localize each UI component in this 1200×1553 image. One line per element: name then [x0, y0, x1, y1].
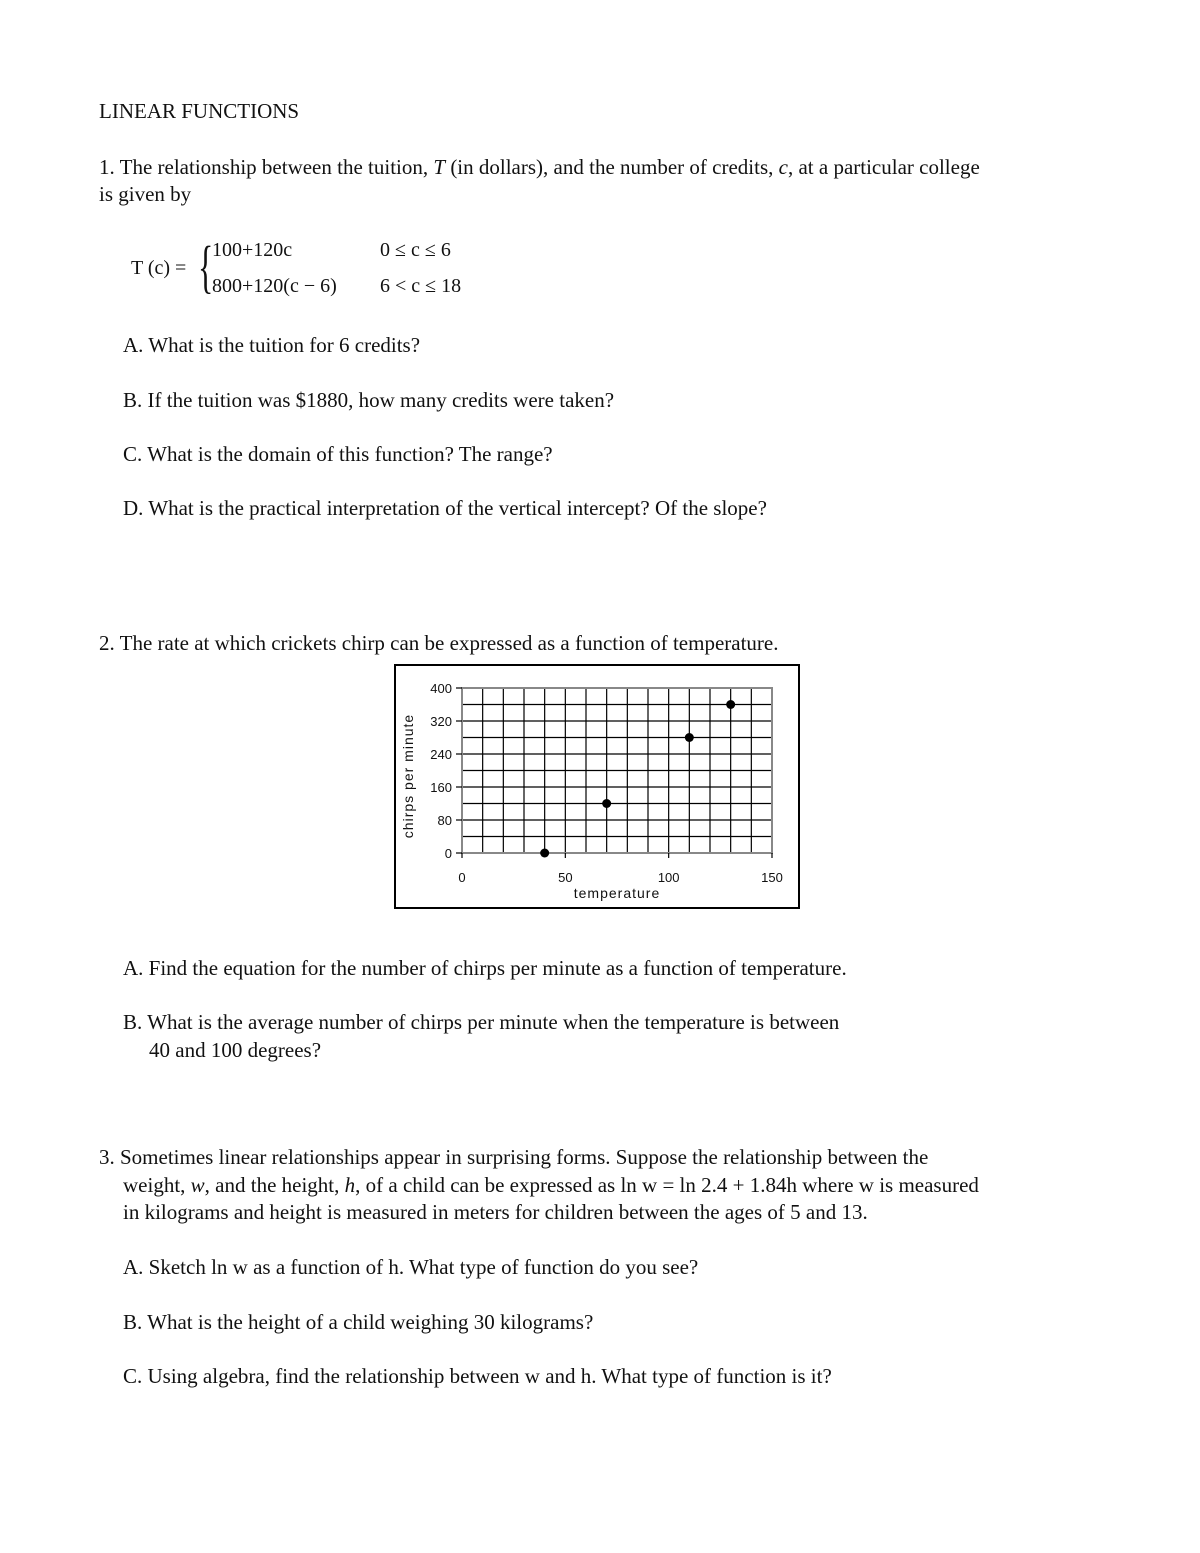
q2-intro: 2. The rate at which crickets chirp can be expressed as a function of temperature.: [99, 631, 779, 655]
var-T: T: [433, 155, 446, 179]
q2-part-a: A. Find the equation for the number of chirps per minute as a function of temperature.: [123, 956, 847, 980]
q1-line1-post: , at a particular college: [787, 155, 980, 179]
x-tick-label: 0: [458, 870, 466, 885]
q3-line2-pre: weight,: [123, 1173, 191, 1197]
chart-frame: [394, 664, 800, 909]
y-tick-label: 160: [430, 780, 452, 795]
page-title: LINEAR FUNCTIONS: [99, 99, 300, 123]
q3-line1: 3. Sometimes linear relationships appear in surprising forms. Suppose the relationship between the: [99, 1145, 929, 1169]
q1-part-c: C. What is the domain of this function? The range?: [123, 442, 553, 466]
y-tick-label: 240: [430, 747, 452, 762]
x-axis-label: temperature: [573, 885, 661, 901]
piecewise-case2-expr: 800+120(c − 6): [212, 275, 337, 297]
piecewise-brace: {: [198, 234, 214, 299]
q2-part-b-line1: B. What is the average number of chirps per minute when the temperature is between: [123, 1010, 840, 1034]
piecewise-lhs: T (c) =: [131, 257, 187, 279]
q3-line2: [123, 1172, 979, 1199]
q1-part-d: D. What is the practical interpretation of the vertical intercept? Of the slope?: [123, 496, 767, 520]
var-c: c: [778, 155, 788, 179]
q3-line2-mid1: , and the height,: [204, 1173, 345, 1197]
piecewise-case2-cond: 6 < c ≤ 18: [380, 275, 462, 297]
q3-line3: in kilograms and height is measured in meters for children between the ages of 5 and 13.: [123, 1200, 868, 1224]
x-tick-label: 50: [558, 870, 573, 885]
piecewise-case1-cond: 0 ≤ c ≤ 6: [380, 239, 451, 261]
q1-part-a: A. What is the tuition for 6 credits?: [123, 333, 421, 357]
y-tick-label: 320: [430, 714, 452, 729]
var-h: h: [344, 1173, 356, 1197]
q1-line1-pre: 1. The relationship between the tuition,: [99, 155, 434, 179]
x-tick-label: 150: [761, 870, 783, 885]
q1-intro-line2: is given by: [99, 182, 192, 206]
q2-part-b-line2: 40 and 100 degrees?: [149, 1038, 322, 1062]
q3-part-a: A. Sketch ln w as a function of h. What type of function do you see?: [123, 1255, 699, 1279]
x-tick-label: 100: [657, 870, 680, 885]
q1-intro-line1: [99, 154, 980, 181]
y-tick-label: 0: [444, 846, 452, 861]
q1-line1-mid: (in dollars), and the number of credits,: [445, 155, 779, 179]
q3-part-b: B. What is the height of a child weighing 30 kilograms?: [123, 1310, 594, 1334]
y-tick-label: 400: [430, 681, 452, 696]
q1-part-b: B. If the tuition was $1880, how many credits were taken?: [123, 388, 615, 412]
q3-line2-post: where w is measured: [796, 1173, 979, 1197]
q3-part-c: C. Using algebra, find the relationship between w and h. What type of function is it?: [123, 1364, 832, 1388]
q3-equation: ln w = ln 2.4 + 1.84h: [620, 1173, 797, 1197]
y-axis-label: chirps per minute: [400, 713, 416, 839]
y-tick-label: 80: [437, 813, 452, 828]
var-w: w: [190, 1173, 205, 1197]
q3-line2-mid2: , of a child can be expressed as: [355, 1173, 621, 1197]
piecewise-case1-expr: 100+120c: [212, 239, 293, 261]
